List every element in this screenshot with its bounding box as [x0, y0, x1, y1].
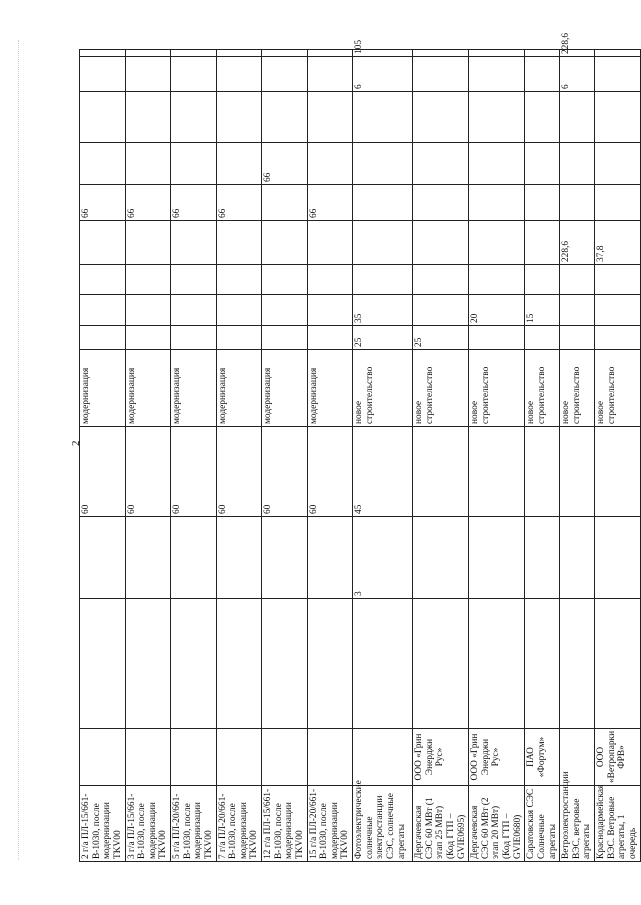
table-cell-c8 [80, 295, 126, 326]
table-cell-c13 [353, 92, 413, 143]
table-cell-c11: 66 [171, 185, 217, 221]
table-cell-c14 [413, 57, 469, 92]
table-cell-c7 [560, 326, 595, 350]
table-cell-c11: 66 [125, 185, 171, 221]
table-cell-c15: 105 [353, 50, 413, 57]
table-cell-name: Краснодармейская ВЭС. Ветровые агрегаты, 1 очередь [595, 786, 641, 862]
table-cell-c13 [216, 92, 262, 143]
table-cell-c3 [262, 599, 308, 729]
table-cell-c4 [307, 517, 353, 599]
table-cell-c4 [560, 517, 595, 599]
table-cell-c10 [307, 221, 353, 265]
table-cell-org [171, 729, 217, 786]
table-cell-c9 [469, 265, 525, 295]
table-cell-c11 [413, 185, 469, 221]
table-cell-c9 [216, 265, 262, 295]
table-cell-c13 [125, 92, 171, 143]
table-cell-c7 [125, 326, 171, 350]
table-cell-c13 [413, 92, 469, 143]
table-cell-c4 [171, 517, 217, 599]
table-cell-c12 [125, 143, 171, 185]
table-cell-name: 5 г/а ПЛ-20/661-В-1030, после модернизации TKV00 [171, 786, 217, 862]
table-cell-c9 [80, 265, 126, 295]
table-cell-c3 [216, 599, 262, 729]
table-cell-c10 [171, 221, 217, 265]
page-number: 2 [70, 440, 82, 446]
table-cell-c14 [525, 57, 560, 92]
table-cell-c6: модернизация [125, 350, 171, 427]
table-cell-c9 [262, 265, 308, 295]
table-cell-c13 [307, 92, 353, 143]
table-cell-c4 [525, 517, 560, 599]
table-cell-c7: 25 [413, 326, 469, 350]
table-cell-c14 [216, 57, 262, 92]
table-cell-name: Ветроэлектростанции ВЭС, ветровые агрегаты [560, 786, 595, 862]
table-cell-c5: 60 [80, 427, 126, 517]
table-cell-c15 [307, 50, 353, 57]
table-cell-c15 [525, 50, 560, 57]
table-cell-c4 [413, 517, 469, 599]
table-row [413, 50, 469, 862]
table-cell-c7 [80, 326, 126, 350]
table-cell-c5: 60 [216, 427, 262, 517]
table-cell-c8 [171, 295, 217, 326]
table-cell-name: Фотоэлектрические солнечные электростанции СЭС, солнечные агрегаты [353, 786, 413, 862]
table-cell-c8 [262, 295, 308, 326]
table-cell-c14 [125, 57, 171, 92]
table-cell-c13 [525, 92, 560, 143]
table-cell-c3 [171, 599, 217, 729]
table-cell-c7 [307, 326, 353, 350]
table-cell-c12 [216, 143, 262, 185]
table-cell-org [80, 729, 126, 786]
table-cell-c9 [560, 265, 595, 295]
table-cell-c14: 6 [560, 57, 595, 92]
table-cell-org [216, 729, 262, 786]
table-cell-c10 [413, 221, 469, 265]
table-cell-c7 [216, 326, 262, 350]
table-cell-c13 [595, 92, 641, 143]
table-cell-c8: 20 [469, 295, 525, 326]
table-cell-name: Дергачевская СЭС 60 МВт (1 этап 25 МВт) (Код ГТП – GVIE0695) [413, 786, 469, 862]
table-cell-c7 [262, 326, 308, 350]
table-cell-c6: модернизация [171, 350, 217, 427]
table-row [216, 50, 262, 862]
table-cell-c3 [307, 599, 353, 729]
table-cell-name: Дергачевская СЭС 60 МВт (2 этап 20 МВт) (Код ГТП – GVIE0680) [469, 786, 525, 862]
table-cell-c12 [171, 143, 217, 185]
table-cell-c7 [171, 326, 217, 350]
table-cell-c7 [525, 326, 560, 350]
table-cell-c6: новое строительство [469, 350, 525, 427]
table-cell-c4 [216, 517, 262, 599]
table-cell-c14 [307, 57, 353, 92]
table-cell-c3 [353, 599, 413, 729]
table-cell-c5: 60 [171, 427, 217, 517]
table-cell-c10 [125, 221, 171, 265]
table-cell-c10 [353, 221, 413, 265]
table-cell-c12 [80, 143, 126, 185]
table-cell-org [353, 729, 413, 786]
table-cell-c14 [171, 57, 217, 92]
table-cell-c14 [469, 57, 525, 92]
table-cell-c14: 6 [353, 57, 413, 92]
table-cell-c11: 66 [216, 185, 262, 221]
table-cell-c13 [262, 92, 308, 143]
table-cell-c11 [560, 185, 595, 221]
table-cell-org: ООО «Грин Энерджи Рус» [469, 729, 525, 786]
table-cell-c3 [525, 599, 560, 729]
table-cell-c4 [469, 517, 525, 599]
table-cell-c11: 66 [80, 185, 126, 221]
table-cell-c5 [413, 427, 469, 517]
table-cell-c3 [595, 599, 641, 729]
table-cell-c11 [469, 185, 525, 221]
table-cell-c5: 60 [125, 427, 171, 517]
table-row [353, 50, 413, 862]
table-cell-c9 [125, 265, 171, 295]
table-cell-c6: новое строительство [525, 350, 560, 427]
table-cell-c10: 228,6 [560, 221, 595, 265]
table-cell-c9 [307, 265, 353, 295]
rotated-table-wrapper [79, 32, 638, 862]
table-cell-c12 [525, 143, 560, 185]
table-cell-c15 [595, 50, 641, 57]
table-cell-c13 [469, 92, 525, 143]
table-cell-c8 [216, 295, 262, 326]
table-cell-org [262, 729, 308, 786]
table-cell-c14 [595, 57, 641, 92]
table-cell-c7 [595, 326, 641, 350]
table-cell-c8: 35 [353, 295, 413, 326]
table-cell-c6: модернизация [80, 350, 126, 427]
table-cell-c5: 60 [307, 427, 353, 517]
table-cell-c15 [80, 50, 126, 57]
table-cell-c12: 66 [262, 143, 308, 185]
table-cell-c15 [125, 50, 171, 57]
table-row [469, 50, 525, 862]
table-cell-c13 [171, 92, 217, 143]
table-cell-c6: новое строительство [353, 350, 413, 427]
table-cell-c10 [216, 221, 262, 265]
table-cell-c8 [595, 295, 641, 326]
scan-edge-line [18, 40, 20, 860]
table-cell-org: ООО «Грин Энерджи Рус» [413, 729, 469, 786]
table-cell-c5 [595, 427, 641, 517]
table-cell-c9 [595, 265, 641, 295]
table-cell-c12 [413, 143, 469, 185]
table-cell-c4: 3 [353, 517, 413, 599]
table-cell-c6: новое строительство [560, 350, 595, 427]
table-cell-c8: 15 [525, 295, 560, 326]
table-row [560, 50, 595, 862]
table-cell-c6: модернизация [307, 350, 353, 427]
table-cell-c5 [525, 427, 560, 517]
table-cell-c15 [469, 50, 525, 57]
table-cell-name: 15 г/а ПЛ-20/661-В-1030, после модернизации TKV00 [307, 786, 353, 862]
table-cell-c9 [353, 265, 413, 295]
table-cell-c6: новое строительство [595, 350, 641, 427]
table-cell-c10 [80, 221, 126, 265]
table-row [262, 50, 308, 862]
table-cell-c11 [595, 185, 641, 221]
table-cell-name: 12 г/а ПЛ-15/661-В-1030, после модернизации TKV00 [262, 786, 308, 862]
table-cell-c15 [171, 50, 217, 57]
table-cell-c10 [469, 221, 525, 265]
table-cell-c12 [560, 143, 595, 185]
table-row [171, 50, 217, 862]
table-cell-c9 [413, 265, 469, 295]
table-row [307, 50, 353, 862]
table-cell-org [125, 729, 171, 786]
table-cell-c7: 25 [353, 326, 413, 350]
table-cell-c7 [469, 326, 525, 350]
table-cell-c4 [80, 517, 126, 599]
table-cell-c15 [216, 50, 262, 57]
table-cell-c14 [80, 57, 126, 92]
table-cell-c5: 60 [262, 427, 308, 517]
table-cell-c5 [469, 427, 525, 517]
table-cell-c5 [560, 427, 595, 517]
table-cell-c3 [560, 599, 595, 729]
table-cell-c8 [125, 295, 171, 326]
table-cell-c13 [560, 92, 595, 143]
table-cell-c4 [595, 517, 641, 599]
table-cell-name: Саратовская СЭС Солнечные агрегаты [525, 786, 560, 862]
table-cell-c3 [80, 599, 126, 729]
table-cell-c6: новое строительство [413, 350, 469, 427]
table-cell-c8 [413, 295, 469, 326]
table-cell-c12 [307, 143, 353, 185]
table-cell-c13 [80, 92, 126, 143]
table-cell-c10 [262, 221, 308, 265]
table-cell-c15 [413, 50, 469, 57]
table-cell-c11 [262, 185, 308, 221]
table-cell-name: 7 г/а ПЛ-20/661-В-1030, после модернизации TKV00 [216, 786, 262, 862]
table-cell-c4 [125, 517, 171, 599]
table-cell-c5: 45 [353, 427, 413, 517]
table-cell-c11 [525, 185, 560, 221]
table-cell-c9 [171, 265, 217, 295]
table-cell-org: ПАО «Фортум» [525, 729, 560, 786]
table-cell-name: 2 г/а ПЛ-15/661-В-1030, после модернизации TKV00 [80, 786, 126, 862]
table-cell-c11: 66 [307, 185, 353, 221]
table-cell-c12 [353, 143, 413, 185]
table-cell-org: ООО «Ветропарки ФРВ» [595, 729, 641, 786]
table-row [80, 50, 126, 862]
table-row [525, 50, 560, 862]
table-cell-c11 [353, 185, 413, 221]
table-cell-c4 [262, 517, 308, 599]
table-cell-c8 [560, 295, 595, 326]
table-cell-name: 3 г/а ПЛ-15/661-В-1030, после модернизации TKV00 [125, 786, 171, 862]
table-cell-c10: 37,8 [595, 221, 641, 265]
table-row [125, 50, 171, 862]
table-row [595, 50, 641, 862]
table-cell-c14 [262, 57, 308, 92]
table-cell-c6: модернизация [216, 350, 262, 427]
table-cell-c3 [413, 599, 469, 729]
table-cell-c6: модернизация [262, 350, 308, 427]
table-cell-c12 [595, 143, 641, 185]
table-cell-c3 [125, 599, 171, 729]
generation-table [79, 32, 641, 862]
table-cell-c9 [525, 265, 560, 295]
table-cell-c15: 228,6 [560, 50, 595, 57]
table-cell-org [307, 729, 353, 786]
table-cell-c3 [469, 599, 525, 729]
table-cell-c8 [307, 295, 353, 326]
table-cell-c12 [469, 143, 525, 185]
table-cell-c10 [525, 221, 560, 265]
table-cell-c15 [262, 50, 308, 57]
